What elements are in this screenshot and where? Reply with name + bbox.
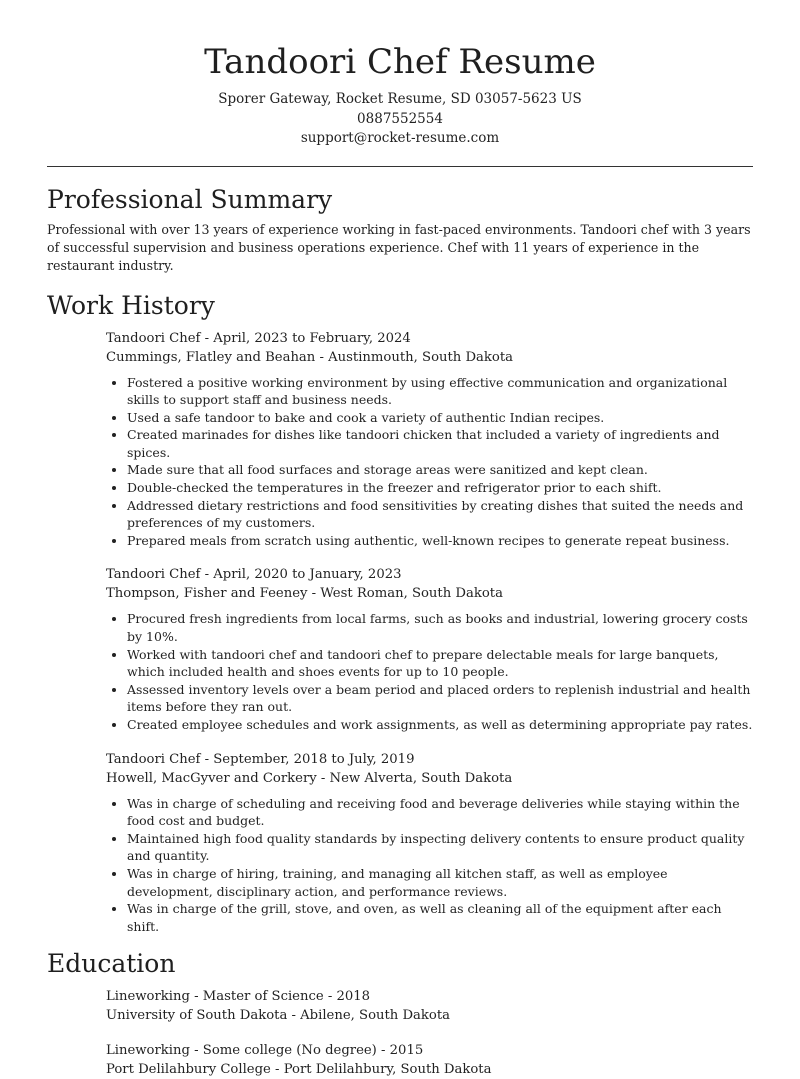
job-company-line: Howell, MacGyver and Corkery - New Alverta, South Dakota bbox=[106, 770, 513, 786]
header-divider bbox=[47, 166, 753, 167]
education-heading: Education bbox=[47, 949, 176, 979]
contact-block bbox=[0, 90, 800, 149]
summary-text: Professional with over 13 years of experience working in fast-paced environments. Tandoori chef with 3 years of successful supervision and business operations experience. Chef with 11 years of experience in the restaurant industry. bbox=[47, 221, 751, 273]
work-section bbox=[47, 289, 753, 936]
education-school-line: University of South Dakota - Abilene, South Dakota bbox=[106, 1008, 451, 1024]
list-item: • Procured fresh ingredients from local farms, such as books and industrial, lowering grocery costs by 10%. bbox=[127, 610, 753, 645]
list-item: • Was in charge of scheduling and receiving food and beverage deliveries while staying within the food cost and budget. bbox=[127, 795, 753, 830]
job-company-line: Thompson, Fisher and Feeney - West Roman, South Dakota bbox=[106, 586, 503, 602]
job-title-line: Tandoori Chef - April, 2023 to February, 2024 bbox=[106, 330, 411, 346]
list-item: • Addressed dietary restrictions and food sensitivities by creating dishes that suited the needs and preferences of my customers. bbox=[127, 497, 753, 532]
job-bullets bbox=[106, 374, 753, 550]
list-item: • Was in charge of the grill, stove, and oven, as well as cleaning all of the equipment after each shift. bbox=[127, 900, 753, 935]
education-entry bbox=[106, 987, 753, 1025]
education-school-line: Port Delilahbury College - Port Delilahbury, South Dakota bbox=[106, 1062, 492, 1078]
list-item: • Fostered a positive working environment by using effective communication and organizational skills to support staff and business needs. bbox=[127, 374, 753, 409]
contact-email: support@rocket-resume.com bbox=[300, 130, 500, 146]
list-item: • Assessed inventory levels over a beam period and placed orders to replenish industrial and health items before they ran out. bbox=[127, 681, 753, 716]
job-entry bbox=[106, 750, 753, 936]
list-item: • Maintained high food quality standards by inspecting delivery contents to ensure product quality and quantity. bbox=[127, 830, 753, 865]
job-bullets bbox=[106, 610, 753, 733]
job-company-line: Cummings, Flatley and Beahan - Austinmouth, South Dakota bbox=[106, 349, 514, 365]
contact-address: Sporer Gateway, Rocket Resume, SD 03057-5623 US bbox=[218, 91, 582, 107]
education-entry bbox=[106, 1041, 753, 1079]
resume-header bbox=[0, 0, 800, 149]
job-entry bbox=[106, 329, 753, 550]
education-section bbox=[47, 947, 753, 1079]
list-item: • Created marinades for dishes like tandoori chicken that included a variety of ingredients and spices. bbox=[127, 426, 753, 461]
list-item: • Worked with tandoori chef and tandoori chef to prepare delectable meals for large banquets, which included health and shoes events for up to 10 people. bbox=[127, 646, 753, 681]
list-item: • Prepared meals from scratch using authentic, well-known recipes to generate repeat business. bbox=[127, 532, 753, 550]
list-item: • Double-checked the temperatures in the freezer and refrigerator prior to each shift. bbox=[127, 479, 753, 497]
job-title-line: Tandoori Chef - September, 2018 to July, 2019 bbox=[106, 751, 415, 767]
list-item: • Was in charge of hiring, training, and managing all kitchen staff, as well as employee development, disciplinary action, and performance reviews. bbox=[127, 865, 753, 900]
summary-section bbox=[47, 183, 753, 275]
list-item: • Created employee schedules and work assignments, as well as determining appropriate pay rates. bbox=[127, 716, 753, 734]
education-degree-line: Lineworking - Master of Science - 2018 bbox=[106, 989, 371, 1005]
list-item: • Made sure that all food surfaces and storage areas were sanitized and kept clean. bbox=[127, 461, 753, 479]
summary-heading: Professional Summary bbox=[47, 184, 333, 214]
job-entry bbox=[106, 565, 753, 733]
page-title: Tandoori Chef Resume bbox=[204, 42, 596, 82]
work-heading: Work History bbox=[47, 290, 215, 320]
education-degree-line: Lineworking - Some college (No degree) - 2015 bbox=[106, 1043, 424, 1059]
contact-phone: 0887552554 bbox=[357, 110, 443, 127]
job-bullets bbox=[106, 795, 753, 936]
list-item: • Used a safe tandoor to bake and cook a variety of authentic Indian recipes. bbox=[127, 409, 753, 427]
job-title-line: Tandoori Chef - April, 2020 to January, 2023 bbox=[106, 567, 402, 583]
